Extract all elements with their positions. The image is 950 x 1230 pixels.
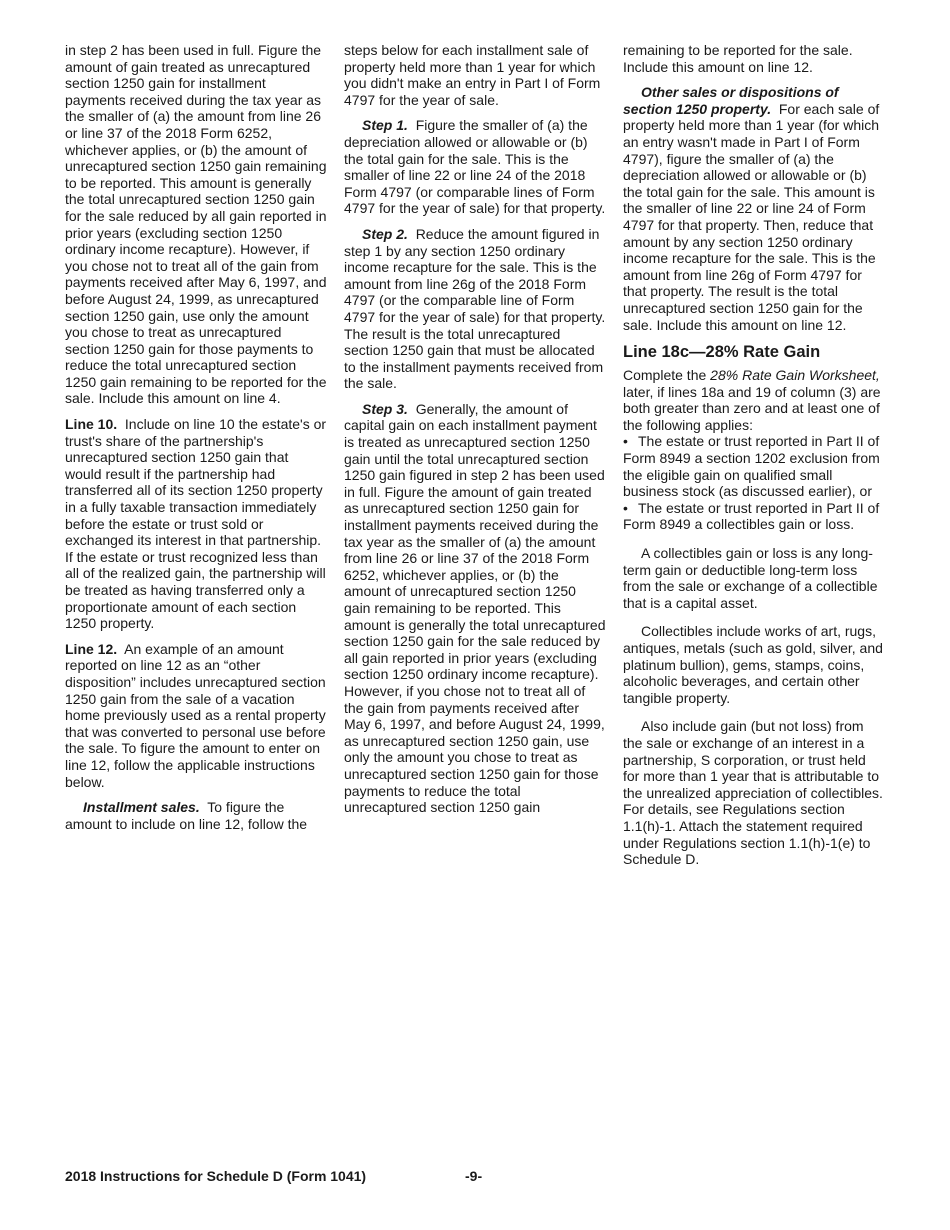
other-sales-text: For each sale of property held more than 1 year (for which an entry wasn't made in Part I of Form 4797), figure the smaller of (a) the depreciation allowed or allowable or (b) the total gain for the sale. This amount is the smaller of line 22 or line 24 of Form 4797 for that property. Then, reduce that amount by any section 1250 ordinary income recapture for the sale. This is the amount from line 26g of Form 4797 for that property. The result is the total unrecaptured section 1250 gain for the sale. Include this amount on line 12. [623,100,880,333]
paragraph-also-include: Also include gain (but not loss) from the sale or exchange of an interest in a partnership, S corporation, or trust held for more than 1 year that is attributable to the unrealized appreciation of collectibles. For details, see Regulations section 1.1(h)-1. Attach the statement required under Regulations section 1.1(h)-1(e) to Schedule D. [623,718,883,868]
line-10-label: Line 10. [65,416,118,433]
step-2-text: Reduce the amount figured in step 1 by any section 1250 ordinary income recapture for the sale. This is the amount from line 26g of the 2018 Form 4797 (or the comparable line of Form 4797 for the year of sale) for that property. The result is the total unrecaptured section 1250 gain that must be allocated to the installment payments received from the sale. [344,225,606,392]
paragraph-step-1 [344,117,606,217]
paragraph-step3-continued: in step 2 has been used in full. Figure the amount of gain treated as unrecaptured section 1250 gain for installment payments received during the tax year as the smaller of (a) the amount from line 26 or line 37 of the 2018 Form 6252, whichever applies, or (b) the amount of unrecaptured section 1250 gain remaining to be reported. This amount is generally the total unrecaptured section 1250 gain for the sale reduced by all gain reported in prior years (excluding section 1250 ordinary income recapture). However, if you chose not to treat all of the gain from payments received after May 6, 1997, and before August 24, 1999, as unrecaptured section 1250 gain, use only the amount you chose to treat as unrecaptured section 1250 gain for those payments to reduce the total unrecaptured section 1250 gain remaining to be reported for the sale. Include this amount on line 4. [65,42,327,407]
paragraph-other-sales [623,84,885,333]
paragraph-line-12 [65,641,327,790]
paragraph-installment-continued: steps below for each installment sale of property held more than 1 year for which you didn't make an entry in Part I of Form 4797 for the year of sale. [344,42,601,108]
step-1-label: Step 1. [362,117,408,134]
bullet-item-collectibles [623,500,885,533]
paragraph-step-2 [344,226,606,392]
paragraph-collectibles-examples: Collectibles include works of art, rugs, antiques, metals (such as gold, silver, and platinum bullion), gems, stamps, coins, alcoholic beverages, and certain other tangible property. [623,623,883,706]
step-1-text: Figure the smaller of (a) the depreciation allowed or allowable or (b) the total gain for the sale. This is the smaller of line 22 or line 24 of the 2018 Form 4797 (or comparable lines of Form 4797 for the year of sale) for that property. [344,117,606,217]
section-heading-line-18c: Line 18c—28% Rate Gain [623,343,821,362]
bullet-icon: • [623,433,628,450]
line-12-label: Line 12. [65,640,118,657]
line-12-text: An example of an amount reported on line 12 as an “other disposition” includes unrecaptured section 1250 gain from the sale of a vacation home previously used as a rental property that was converted to personal use before the sale. To figure the amount to enter on line 12, follow the applicable instructions below. [65,640,326,790]
installment-sales-text: To figure the amount to include on line 12, follow the [65,799,308,832]
worksheet-name: 28% Rate Gain Worksheet, [710,367,880,384]
column-3 [623,42,885,877]
other-sales-label: Other sales or dispositions of section 1250 property. [623,84,839,117]
paragraph-complete-worksheet [623,367,885,433]
step-2-label: Step 2. [362,225,408,242]
column-2 [344,42,606,825]
page-number: -9- [465,1168,483,1184]
bullet-item-text: The estate or trust reported in Part II of Form 8949 a section 1202 exclusion from the eligible gain on qualified small business stock (as discussed earlier), or [623,433,880,500]
complete-post-text: later, if lines 18a and 19 of column (3) are both greater than zero and at least one of the following applies: [623,383,881,433]
bullet-item-section-1202 [623,433,885,499]
paragraph-installment-sales [65,799,327,832]
paragraph-step3-end: remaining to be reported for the sale. Include this amount on line 12. [623,42,853,75]
column-1 [65,42,327,841]
bullet-icon: • [623,499,628,516]
footer-title: 2018 Instructions for Schedule D (Form 1041) [65,1168,367,1184]
installment-sales-label: Installment sales. [83,799,200,816]
paragraph-step-3 [344,401,606,816]
line-10-text: Include on line 10 the estate's or trust's share of the partnership's unrecaptured section 1250 gain that would result if the partnership had transferred all of its section 1250 property in a fully taxable transaction immediately before the estate or trust sold or exchanged its interest in that partnership. If the estate or trust recognized less than all of the realized gain, the partnership will be treated as having transferred only a proportionate amount of each section 1250 property. [65,416,327,632]
bullet-item-text: The estate or trust reported in Part II of Form 8949 a collectibles gain or loss. [623,499,880,533]
step-3-text: Generally, the amount of capital gain on each installment payment is treated as unrecaptured section 1250 gain until the total unrecaptured section 1250 gain figured in step 2 has been used in full. Figure the amount of gain treated as unrecaptured section 1250 gain for installment payments received during the tax year as the smaller of (a) the amount from line 26 or line 37 of the 2018 Form 6252, whichever applies, or (b) the amount of unrecaptured section 1250 gain remaining to be reported. This amount is generally the total unrecaptured section 1250 gain for the sale reduced by all gain reported in prior years (excluding section 1250 ordinary income recapture). However, if you chose not to treat all of the gain from payments received after May 6, 1997, and before August 24, 1999, as unrecaptured section 1250 gain, use only the amount you chose to treat as unrecaptured section 1250 gain for those payments to reduce the total unrecaptured section 1250 gain [344,400,606,816]
complete-pre-text: Complete the [623,367,711,384]
paragraph-collectibles-definition: A collectibles gain or loss is any long-term gain or deductible long-term loss from the sale or exchange of a collectible that is a capital asset. [623,545,878,611]
paragraph-line-10 [65,416,327,632]
step-3-label: Step 3. [362,400,408,417]
